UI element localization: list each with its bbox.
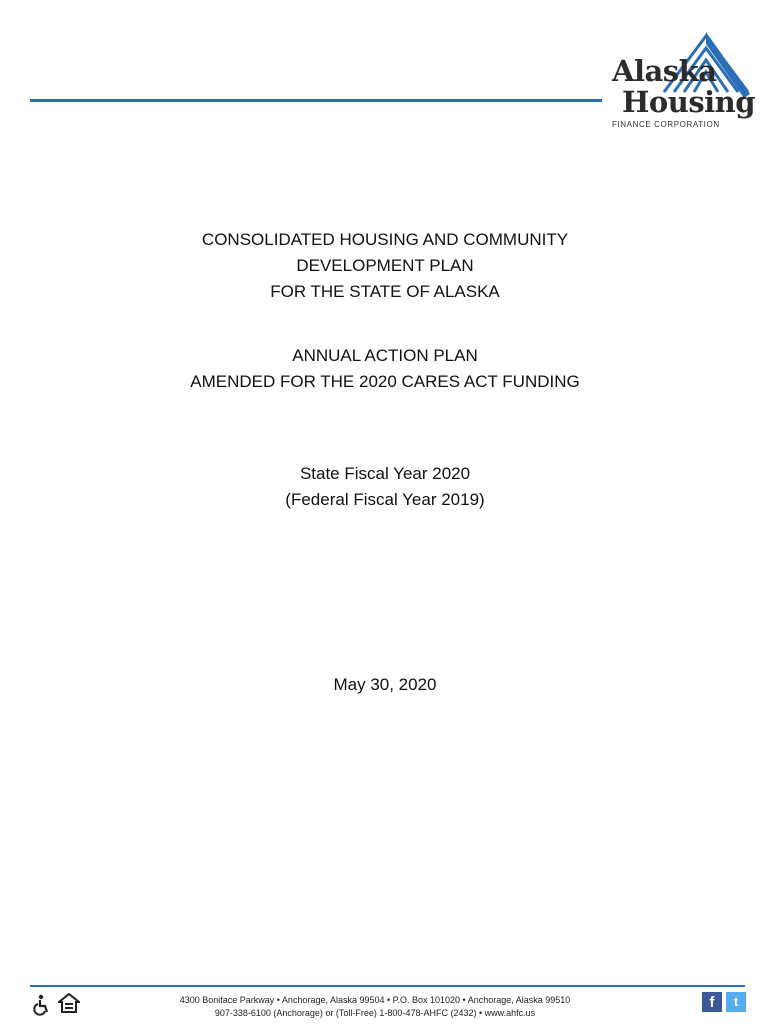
footer-address: 4300 Boniface Parkway • Anchorage, Alaska 99504 • P.O. Box 101020 • Anchorage, Alaska 99510 (179, 995, 571, 1005)
facebook-icon[interactable]: f (702, 992, 722, 1012)
plan-title-line: CONSOLIDATED HOUSING AND COMMUNITY (201, 230, 569, 249)
ahfc-logo (604, 30, 756, 132)
action-plan-line: AMENDED FOR THE 2020 CARES ACT FUNDING (190, 372, 580, 391)
twitter-icon[interactable]: t (726, 992, 746, 1012)
accessibility-icon (30, 994, 52, 1016)
equal-housing-opportunity-icon (58, 993, 80, 1015)
action-plan-line: ANNUAL ACTION PLAN (292, 346, 478, 365)
plan-title (0, 227, 770, 305)
action-plan-title (0, 343, 770, 395)
federal-fiscal-year: (Federal Fiscal Year 2019) (285, 490, 485, 509)
fiscal-year-block (0, 461, 770, 513)
document-date-text: May 30, 2020 (333, 675, 437, 694)
footer-rule (30, 985, 745, 987)
logo-text-alaska: Alaska (612, 54, 717, 88)
document-date (0, 672, 770, 698)
logo-subtitle: FINANCE CORPORATION (612, 120, 720, 129)
footer-contact (150, 994, 600, 1020)
plan-title-line: DEVELOPMENT PLAN (296, 256, 474, 275)
header-rule (30, 99, 602, 102)
footer-phone-web: 907-338-6100 (Anchorage) or (Toll-Free) 1-800-478-AHFC (2432) • www.ahfc.us (214, 1008, 536, 1018)
state-fiscal-year: State Fiscal Year 2020 (299, 464, 471, 483)
plan-title-line: FOR THE STATE OF ALASKA (270, 282, 500, 301)
logo-text-housing: Housing (622, 85, 756, 119)
